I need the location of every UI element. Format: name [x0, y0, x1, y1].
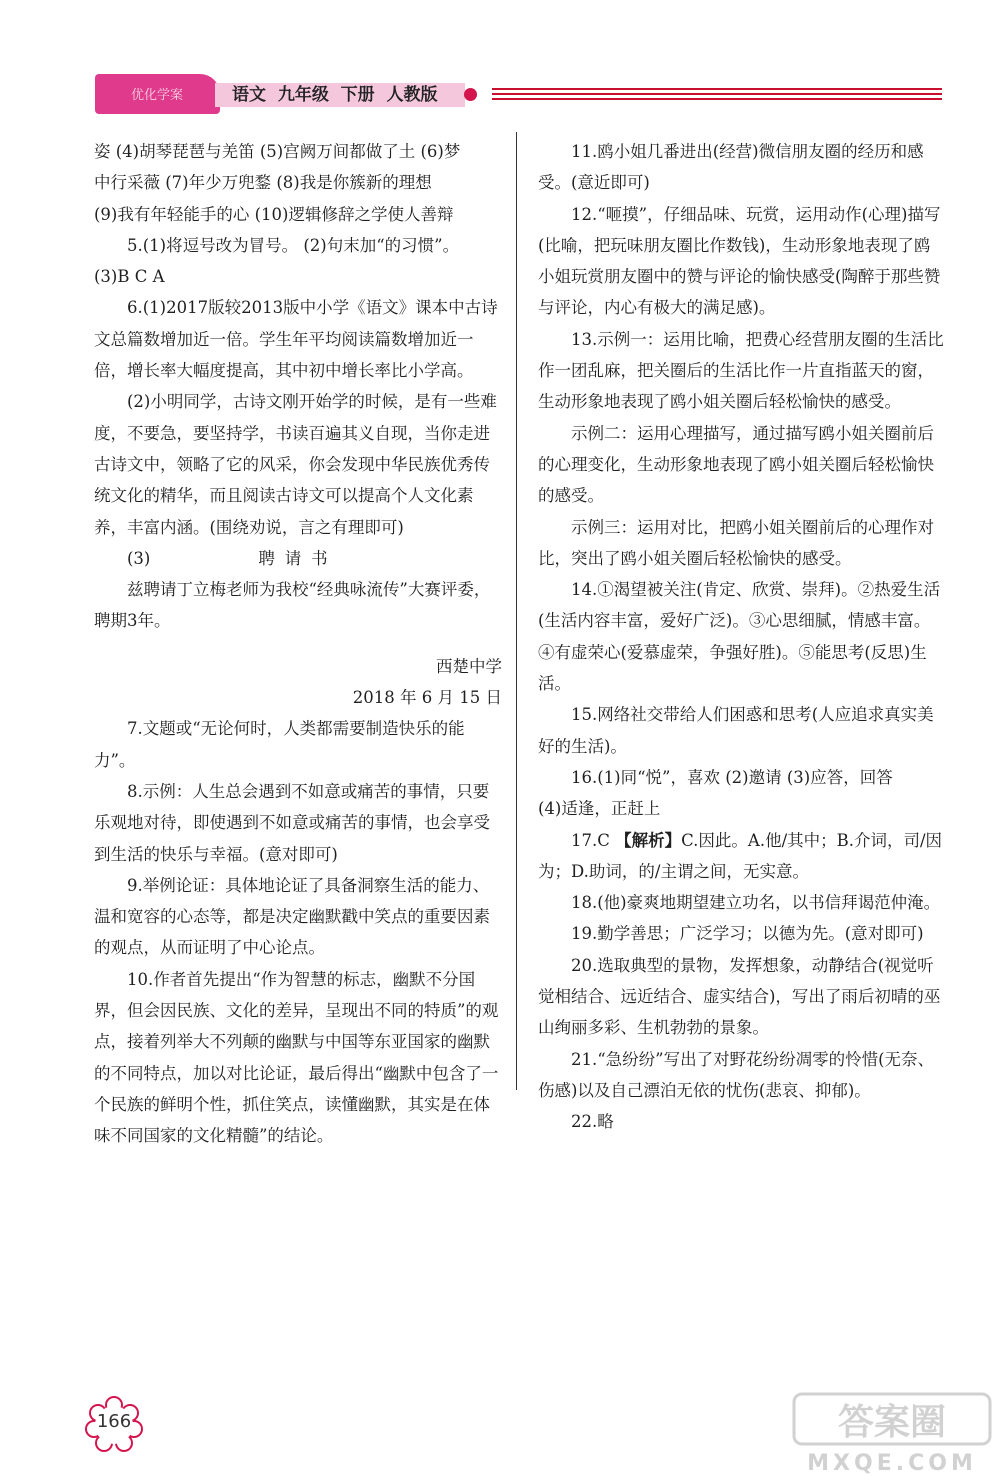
q17-number: 17.C — [571, 830, 610, 850]
answer-q20: 20.选取典型的景物，发挥想象，动静结合(视觉听觉相结合、远近结合、虚实结合)，写出了雨后初晴的巫山绚丽多彩、生机勃勃的景象。 — [538, 955, 941, 1038]
answer-q9: 9.举例论证：具体地论证了具备洞察生活的能力、温和宽容的心态等，都是决定幽默戳中笑点的重要因素的观点，从而证明了中心论点。 — [94, 875, 490, 958]
section-tab-label: 优化学案 — [130, 88, 183, 103]
answer-q6-2: (2)小明同学，古诗文刚开始学的时候，是有一些难度，不要急，要坚持学，书读百遍其义自现，当你走进古诗文中，领略了它的风采，你会发现中华民族优秀传统文化的精华，而且阅读古诗文可以提高个人文化素养，丰富内涵。(围绕劝说，言之有理即可) — [94, 392, 497, 537]
right-column — [538, 136, 944, 1138]
answer-q17 — [538, 825, 944, 888]
answer-line: 中行采薇 (7)年少万兜鍪 (8)我是你簇新的理想 — [94, 173, 432, 193]
letter-date: 2018 年 6 月 15 日 — [352, 688, 502, 708]
answer-line: (9)我有年轻能手的心 (10)逻辑修辞之学使人善辩 — [94, 204, 454, 224]
answer-q5-a: 5.(1)将逗号改为冒号。 (2)句末加“的习惯”。 — [127, 235, 460, 255]
answer-q5-b: (3)B C A — [94, 267, 165, 287]
answer-q8: 8.示例：人生总会遇到不如意或痛苦的事情，只要乐观地对待，即使遇到不如意或痛苦的事情，也会享受到生活的快乐与幸福。(意对即可) — [94, 781, 490, 864]
answer-q16-a: 16.(1)同“悦”，喜欢 (2)邀请 (3)应答，回答 — [571, 767, 893, 787]
answer-q10: 10.作者首先提出“作为智慧的标志，幽默不分国界，但会因民族、文化的差异，呈现出不同的特质”的观点，接着列举大不列颠的幽默与中国等东亚国家的幽默的不同特点，加以对比论证，最后得出“幽默中包含了一个民族的鲜明个性，抓住笑点，读懂幽默，其实是在体味不同国家的文化精髓”的结论。 — [94, 969, 499, 1146]
answer-q13-3: 示例三：运用对比，把鸥小姐关圈前后的心理作对比，突出了鸥小姐关圈后轻松愉快的感受。 — [538, 517, 934, 568]
answer-q6-1: 6.(1)2017版较2013版中小学《语文》课本中古诗文总篇数增加近一倍。学生年平均阅读篇数增加近一倍，增长率大幅度提高，其中初中增长率比小学高。 — [94, 298, 498, 381]
subject-line: 语文 九年级 下册 人教版 — [232, 85, 438, 105]
watermark-logo — [792, 1392, 992, 1474]
letter-title: 聘请书 — [258, 548, 338, 568]
letter-school: 西楚中学 — [436, 656, 502, 676]
column-divider — [516, 132, 517, 1090]
left-column — [94, 136, 502, 1152]
watermark-text-bottom: MXQE.COM — [807, 1451, 977, 1474]
answer-q14: 14.①渴望被关注(肯定、欣赏、崇拜)。②热爱生活(生活内容丰富，爱好广泛)。③心思细腻，情感丰富。④有虚荣心(爱慕虚荣，争强好胜)。⑤能思考(反思)生活。 — [538, 580, 941, 694]
q17-analysis-tag: 【解析】 — [615, 830, 682, 850]
answer-q6-3 — [94, 543, 502, 574]
watermark-text-top: 答案圈 — [837, 1402, 947, 1443]
page-number: 166 — [96, 1411, 132, 1432]
answer-q16-b: (4)适逢，正赶上 — [538, 799, 661, 819]
answer-q11: 11.鸥小姐几番进出(经营)微信朋友圈的经历和感受。(意近即可) — [538, 142, 924, 193]
header-rules — [492, 88, 942, 103]
q17-text: C.因此。A.他/其中；B.介词，司/因为；D.助词，的/主谓之间，无实意。 — [538, 830, 943, 881]
q6-3-number: (3) — [127, 548, 151, 568]
answer-line: 姿 (4)胡琴琵琶与羌笛 (5)宫阙万间都做了土 (6)梦 — [94, 142, 461, 161]
answer-q13-2: 示例二：运用心理描写，通过描写鸥小姐关圈前后的心理变化，生动形象地表现了鸥小姐关圈后轻松愉快的感受。 — [538, 423, 934, 506]
header-dot-icon — [464, 88, 477, 101]
page-header — [0, 0, 1000, 130]
letter-body: 兹聘请丁立梅老师为我校“经典咏流传”大赛评委，聘期3年。 — [94, 580, 491, 631]
answer-q22: 22.略 — [571, 1112, 614, 1132]
answer-q19: 19.勤学善思；广泛学习；以德为先。(意对即可) — [571, 924, 924, 944]
answer-q21: 21.“急纷纷”写出了对野花纷纷凋零的怜惜(无奈、伤感)以及自己漂泊无依的忧伤(悲哀、抑郁)。 — [538, 1049, 935, 1100]
answer-q13-1: 13.示例一：运用比喻，把费心经营朋友圈的生活比作一团乱麻，把关圈后的生活比作一片直指蓝天的窗，生动形象地表现了鸥小姐关圈后轻松愉快的感受。 — [538, 329, 944, 412]
answer-q15: 15.网络社交带给人们困惑和思考(人应追求真实美好的生活)。 — [538, 705, 934, 756]
answer-q12: 12.“咂摸”，仔细品味、玩赏，运用动作(心理)描写(比喻，把玩味朋友圈比作数钱)，生动形象地表现了鸥小姐玩赏朋友圈中的赞与评论的愉快感受(陶醉于那些赞与评论，内心有极大的满足感)。 — [538, 204, 941, 318]
answer-q18: 18.(他)豪爽地期望建立功名，以书信拜谒范仲淹。 — [571, 893, 941, 913]
answer-q7: 7.文题或“无论何时，人类都需要制造快乐的能力”。 — [94, 719, 465, 770]
